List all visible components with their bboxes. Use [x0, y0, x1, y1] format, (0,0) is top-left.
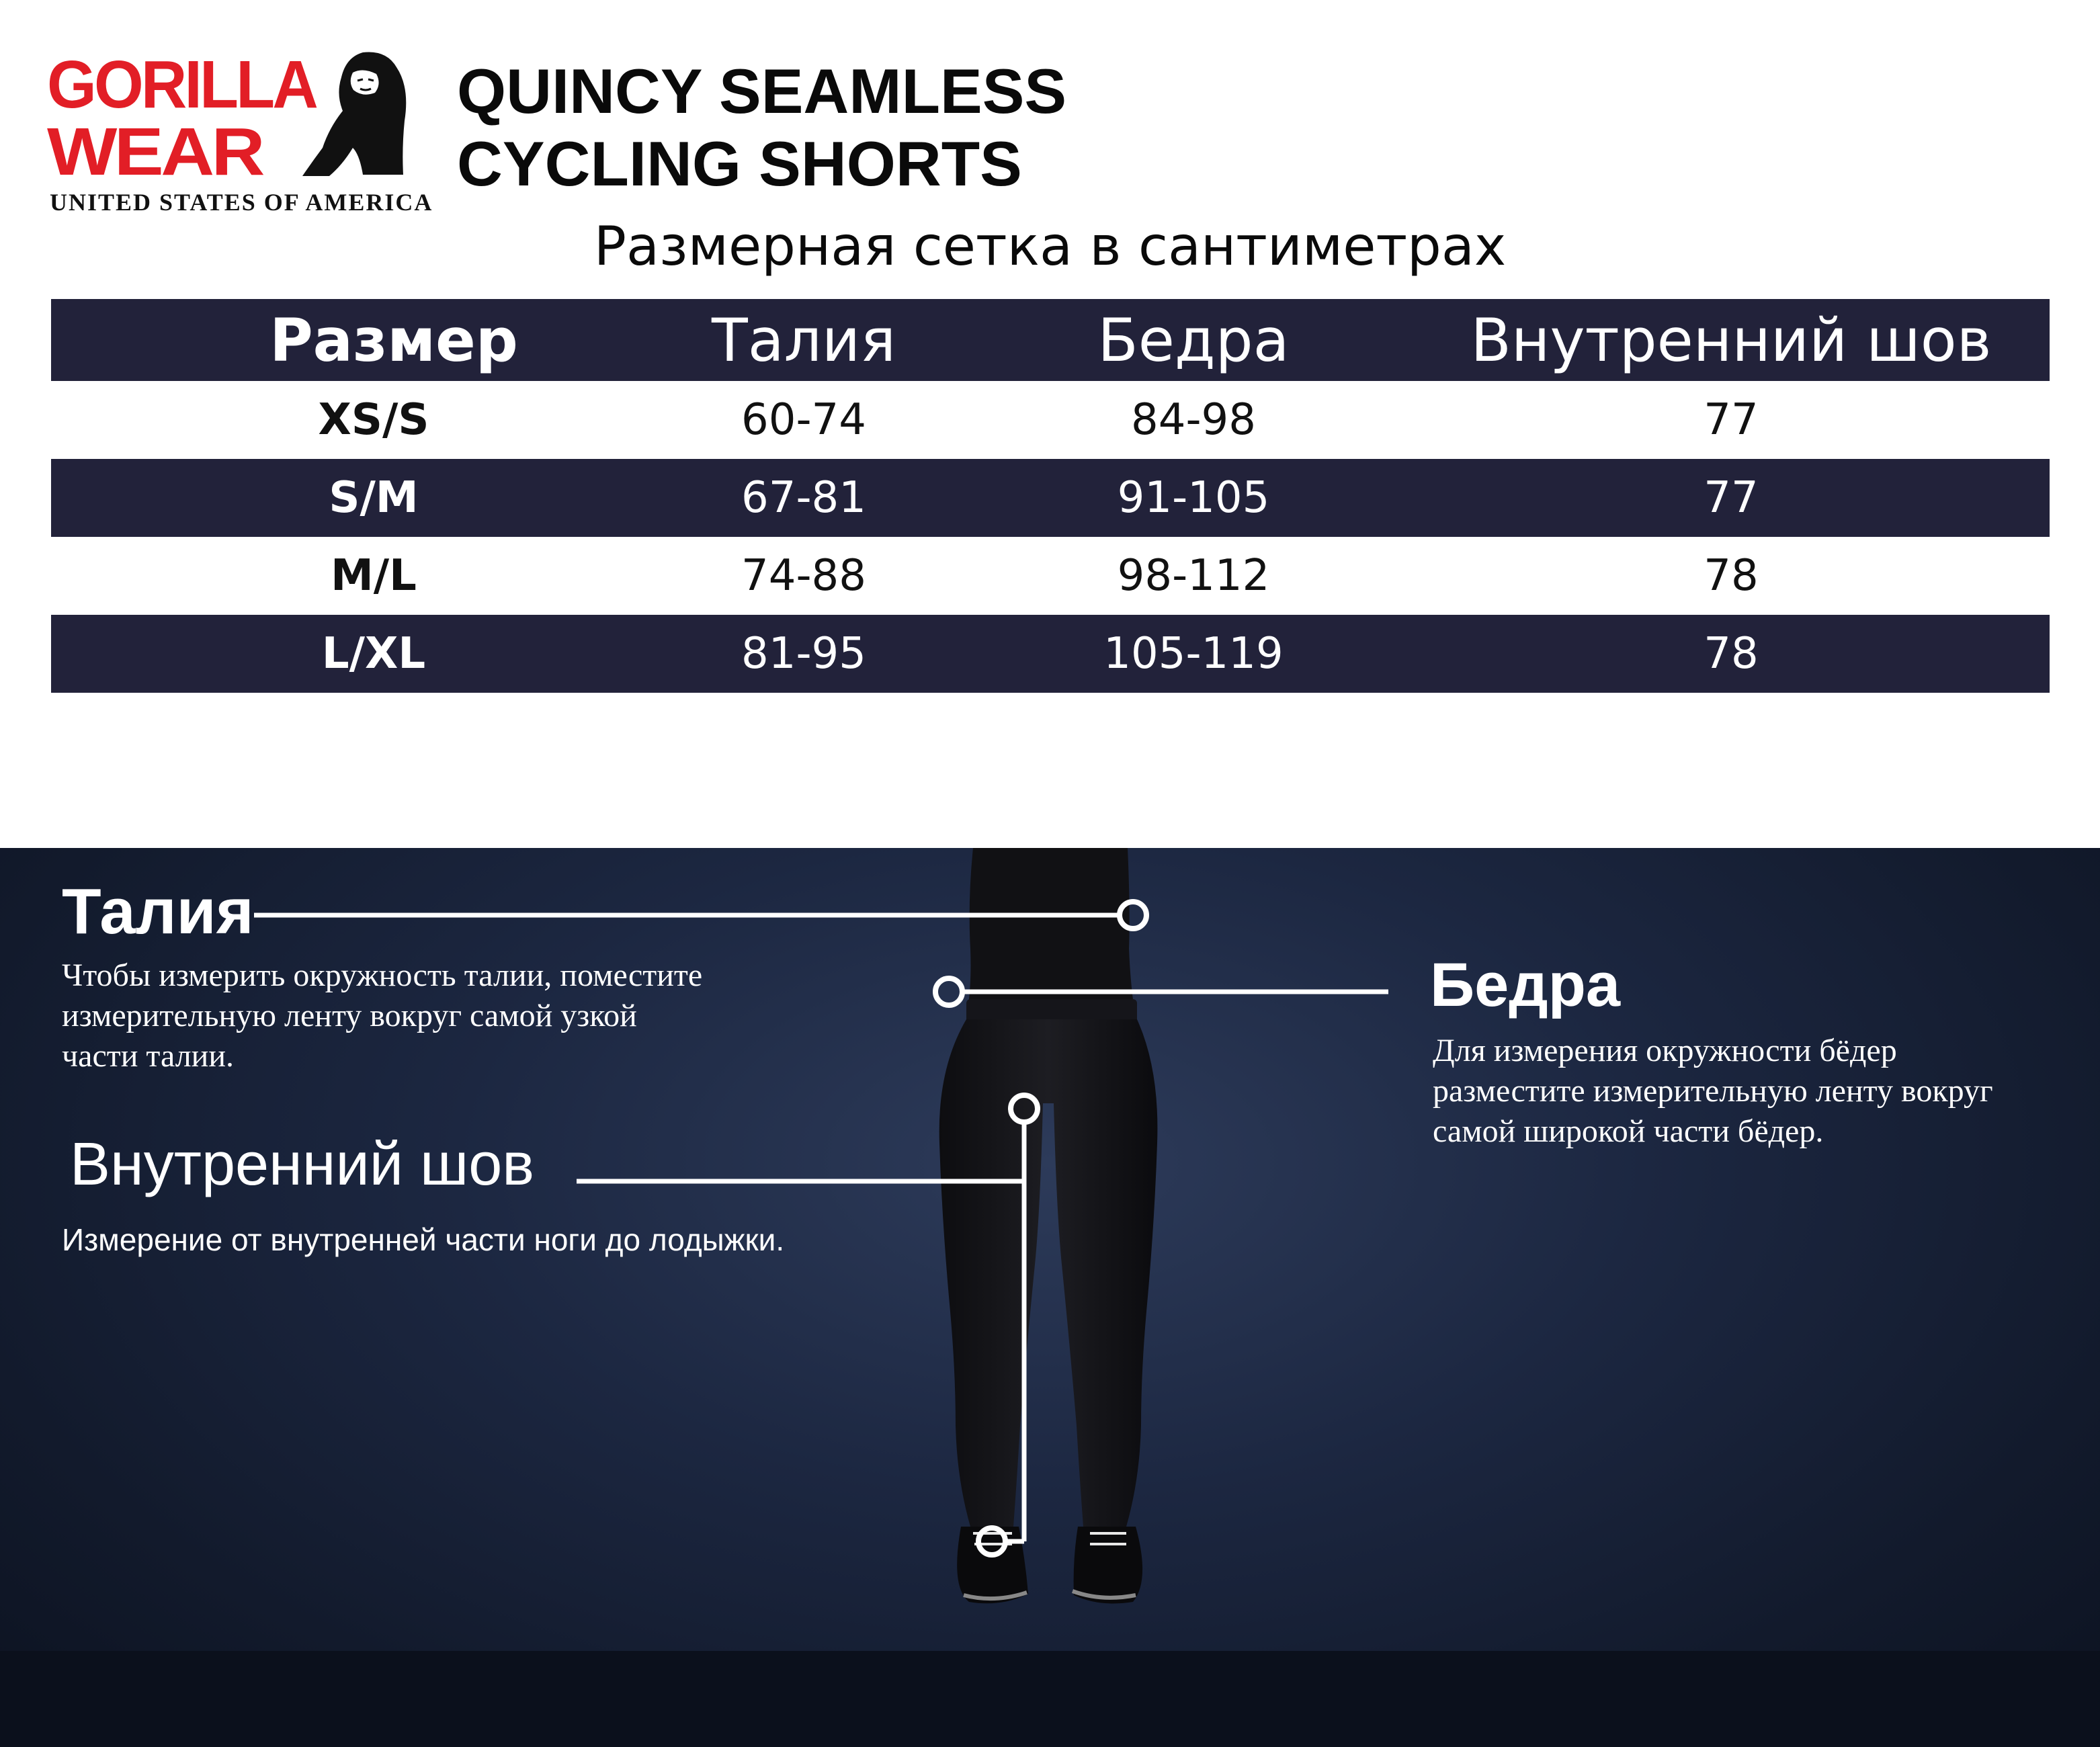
hips-title: Бедра [1430, 951, 1621, 1019]
cell-waist: 67-81 [741, 473, 866, 523]
brand-tagline: UNITED STATES OF AMERICA [50, 189, 433, 216]
table-row [51, 459, 2050, 537]
product-title [457, 55, 1129, 200]
svg-text:WEAR: WEAR [47, 114, 265, 181]
waist-title: Талия [62, 876, 254, 947]
cell-waist: 74-88 [741, 551, 866, 601]
inseam-bottom-marker-icon [978, 1528, 1005, 1555]
waist-marker-icon [1120, 902, 1146, 929]
svg-text:GORILLA: GORILLA [47, 47, 317, 122]
inseam-title: Внутренний шов [70, 1131, 535, 1198]
cell-size: M/L [331, 551, 417, 601]
inseam-description: Измерение от внутренней части ноги до лодыжки. [62, 1222, 785, 1257]
cell-hips: 84-98 [1131, 395, 1256, 445]
cell-hips: 105-119 [1103, 629, 1284, 679]
product-title-line2: CYCLING SHORTS [457, 128, 1022, 199]
cell-size: L/XL [321, 629, 426, 679]
cell-waist: 81-95 [741, 629, 866, 679]
measurement-guide [0, 848, 2100, 1747]
waist-description: Чтобы измерить окружность талии, поместите измерительную ленту вокруг самой узкой части талии. [62, 957, 703, 1074]
size-chart-title: Размерная сетка в сантиметрах [593, 215, 1507, 278]
table-header-row [51, 299, 2050, 381]
cell-hips: 98-112 [1117, 551, 1270, 601]
product-title-line1: QUINCY SEAMLESS [457, 56, 1067, 126]
header-waist: Талия [711, 305, 896, 375]
table-row [51, 537, 2050, 615]
hips-marker-icon [935, 978, 962, 1005]
table-row [51, 381, 2050, 459]
inseam-top-marker-icon [1011, 1095, 1038, 1122]
cell-waist: 60-74 [741, 395, 866, 445]
header-inseam: Внутренний шов [1470, 305, 1992, 375]
cell-inseam: 78 [1704, 629, 1759, 679]
gorilla-logo-icon [47, 47, 410, 181]
cell-inseam: 77 [1704, 395, 1759, 445]
cell-size: XS/S [318, 395, 429, 445]
table-row [51, 615, 2050, 693]
cell-size: S/M [329, 473, 419, 523]
header-hips: Бедра [1097, 305, 1290, 375]
cell-inseam: 77 [1704, 473, 1759, 523]
size-table [51, 299, 2050, 693]
brand-logo [47, 47, 433, 222]
cell-inseam: 78 [1704, 551, 1759, 601]
header-size: Размер [269, 305, 518, 375]
hips-description: Для измерения окружности бёдер разместите измерительную ленту вокруг самой широкой части бёдер. [1433, 1033, 1993, 1149]
cell-hips: 91-105 [1117, 473, 1270, 523]
